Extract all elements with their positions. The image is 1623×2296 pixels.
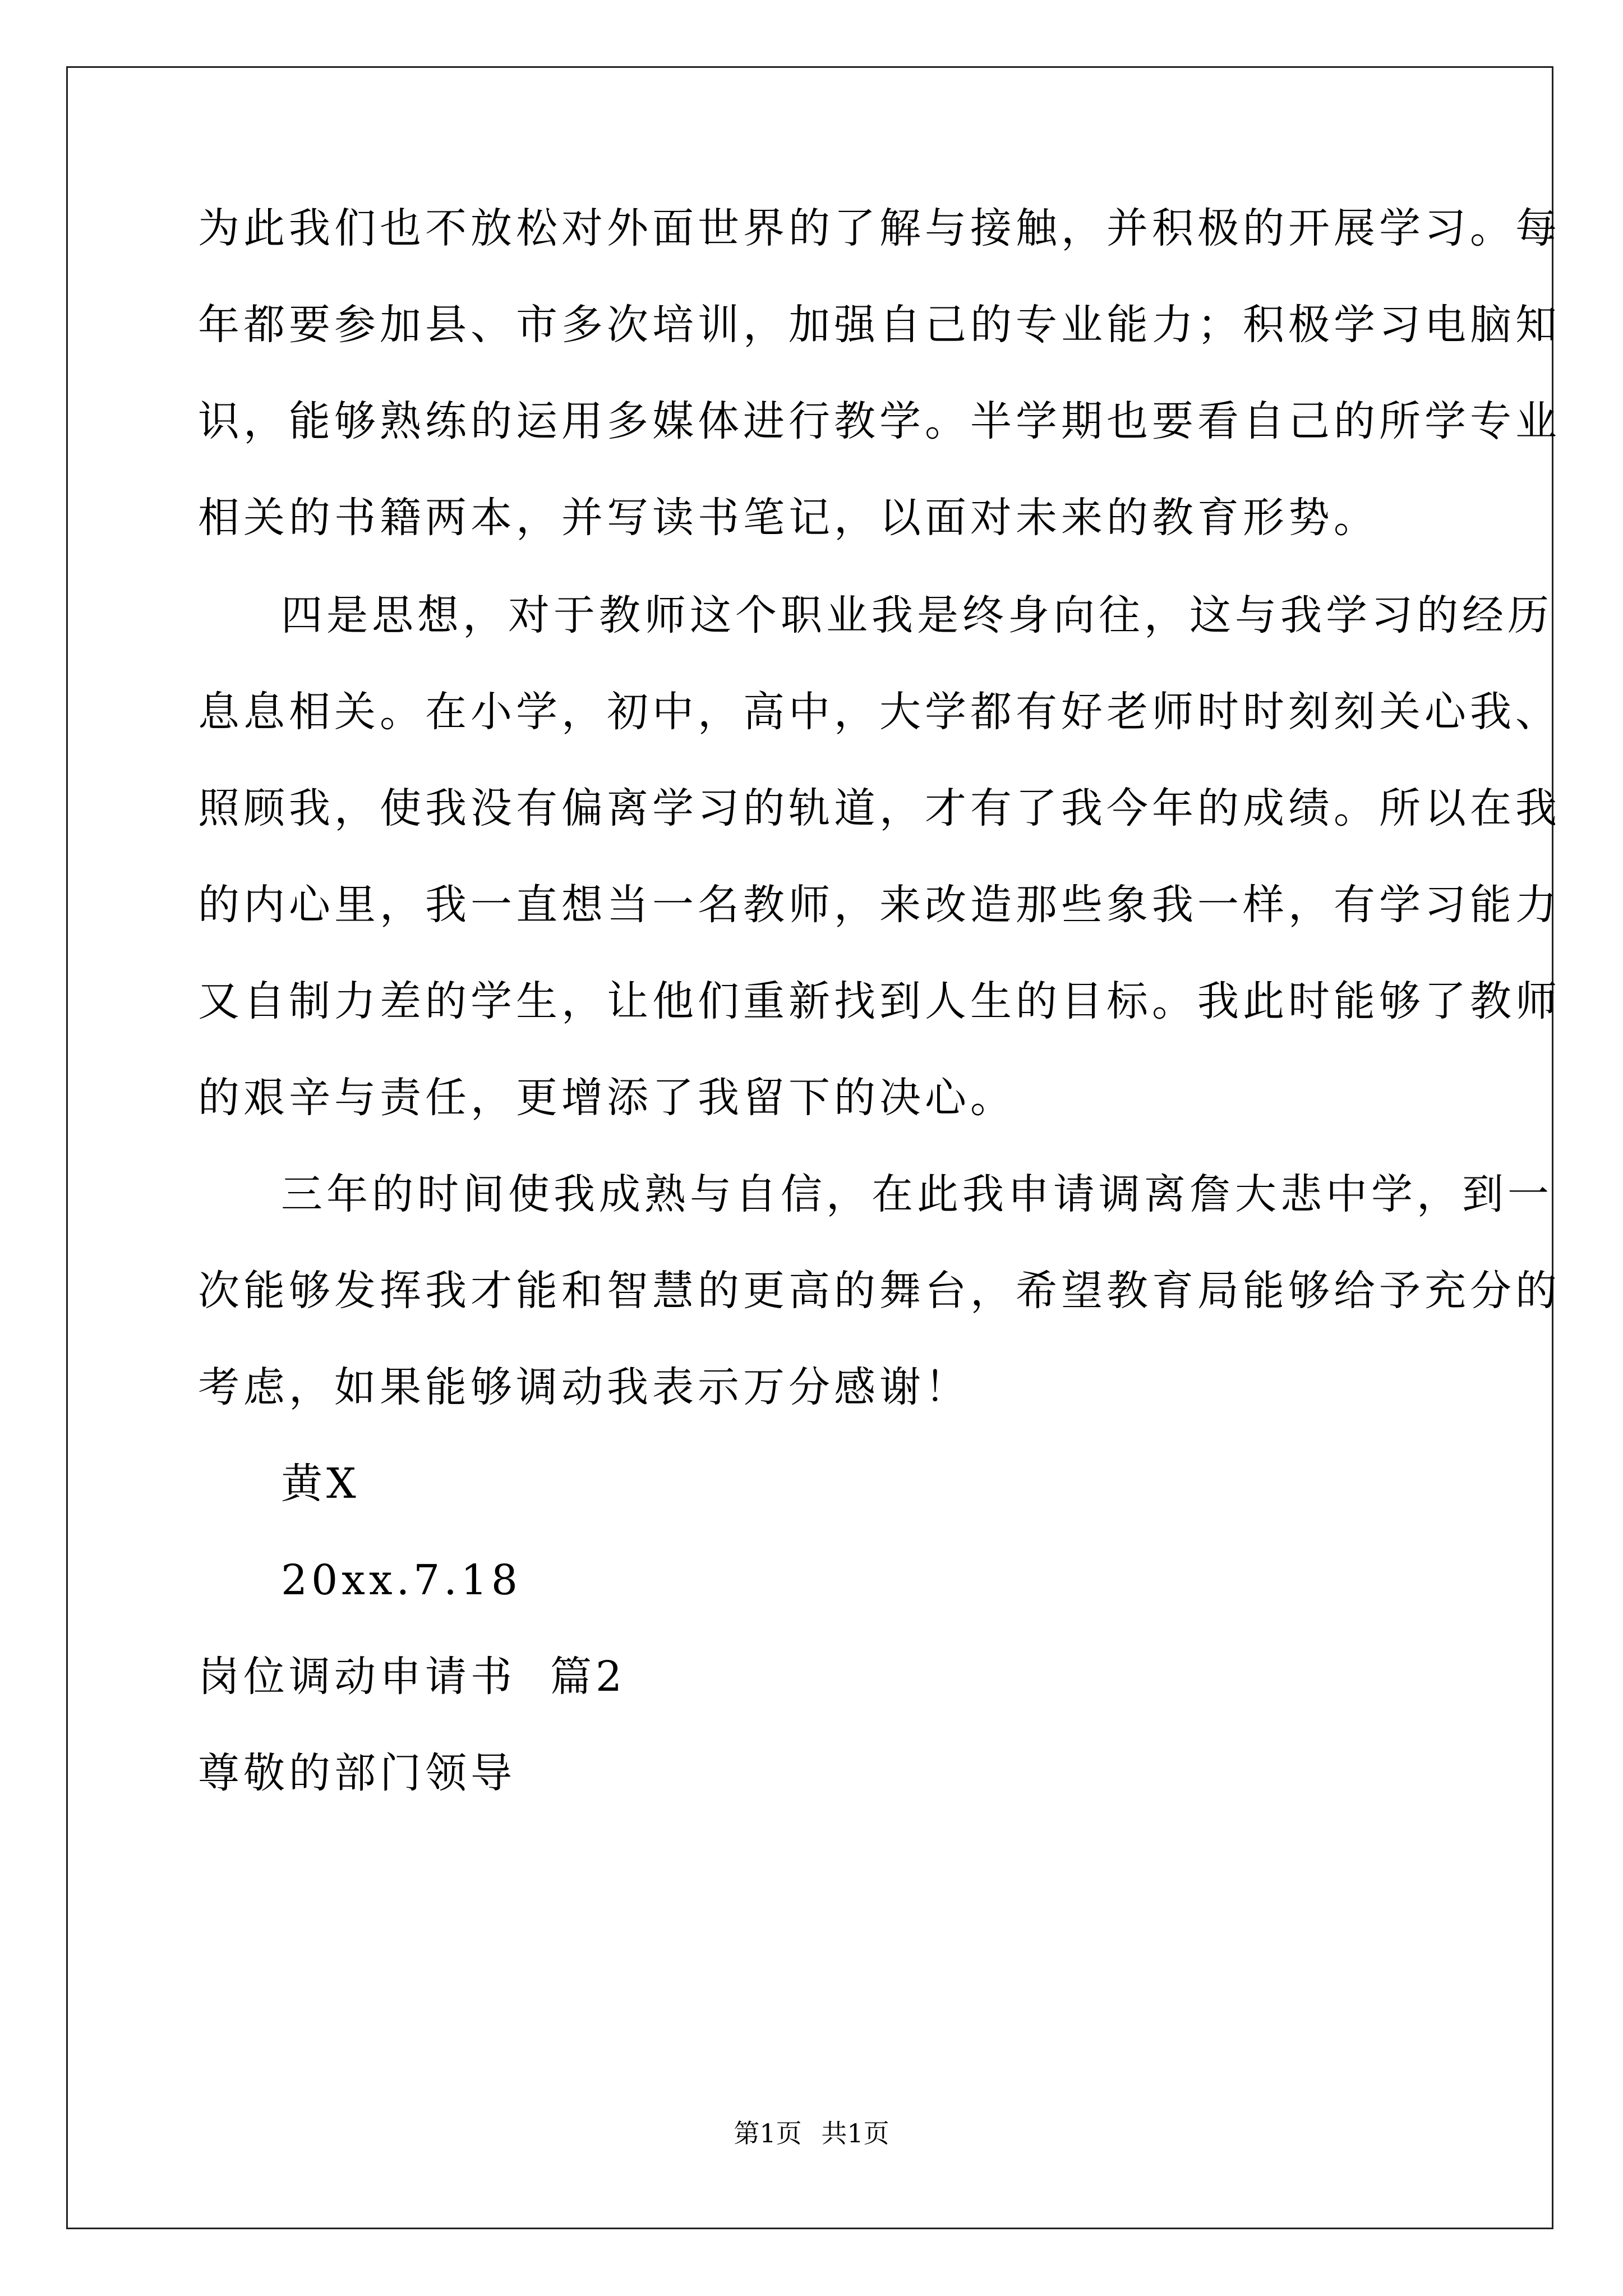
paragraph-1-line-3: 识，能够熟练的运用多媒体进行教学。半学期也要看自己的所学专业	[198, 397, 1561, 445]
paragraph-2-line-3: 照顾我，使我没有偏离学习的轨道，才有了我今年的成绩。所以在我	[198, 784, 1561, 832]
paragraph-1-line-4: 相关的书籍两本，并写读书笔记，以面对未来的教育形势。	[198, 494, 1379, 542]
page-footer	[0, 2120, 1623, 2146]
paragraph-2-line-4: 的内心里，我一直想当一名教师，来改造那些象我一样，有学习能力	[198, 881, 1561, 929]
salutation: 尊敬的部门领导	[198, 1749, 516, 1797]
paragraph-3-line-3: 考虑，如果能够调动我表示万分感谢！	[198, 1363, 970, 1411]
paragraph-1-line-2: 年都要参加县、市多次培训，加强自己的专业能力；积极学习电脑知	[198, 301, 1561, 349]
paragraph-3-line-2: 次能够发挥我才能和智慧的更高的舞台，希望教育局能够给予充分的	[198, 1267, 1561, 1315]
page-number-total: 共1页	[821, 2118, 889, 2148]
signature-date: 20xx.7.18	[281, 1556, 522, 1604]
paragraph-2-line-6: 的艰辛与责任，更增添了我留下的决心。	[198, 1074, 1016, 1122]
paragraph-1-line-1: 为此我们也不放松对外面世界的了解与接触，并积极的开展学习。每	[198, 204, 1561, 252]
paragraph-2-line-5: 又自制力差的学生，让他们重新找到人生的目标。我此时能够了教师	[198, 977, 1561, 1025]
page-border	[66, 66, 1553, 2229]
paragraph-2-line-2: 息息相关。在小学，初中，高中，大学都有好老师时时刻刻关心我、	[198, 688, 1561, 736]
signature-name: 黄X	[281, 1460, 360, 1508]
paragraph-3-line-1: 三年的时间使我成熟与自信，在此我申请调离詹大悲中学，到一	[281, 1170, 1553, 1218]
section-heading: 岗位调动申请书 篇2	[198, 1653, 626, 1701]
paragraph-2-line-1: 四是思想，对于教师这个职业我是终身向往，这与我学习的经历	[281, 591, 1553, 639]
page-number-current: 第1页	[734, 2118, 802, 2148]
